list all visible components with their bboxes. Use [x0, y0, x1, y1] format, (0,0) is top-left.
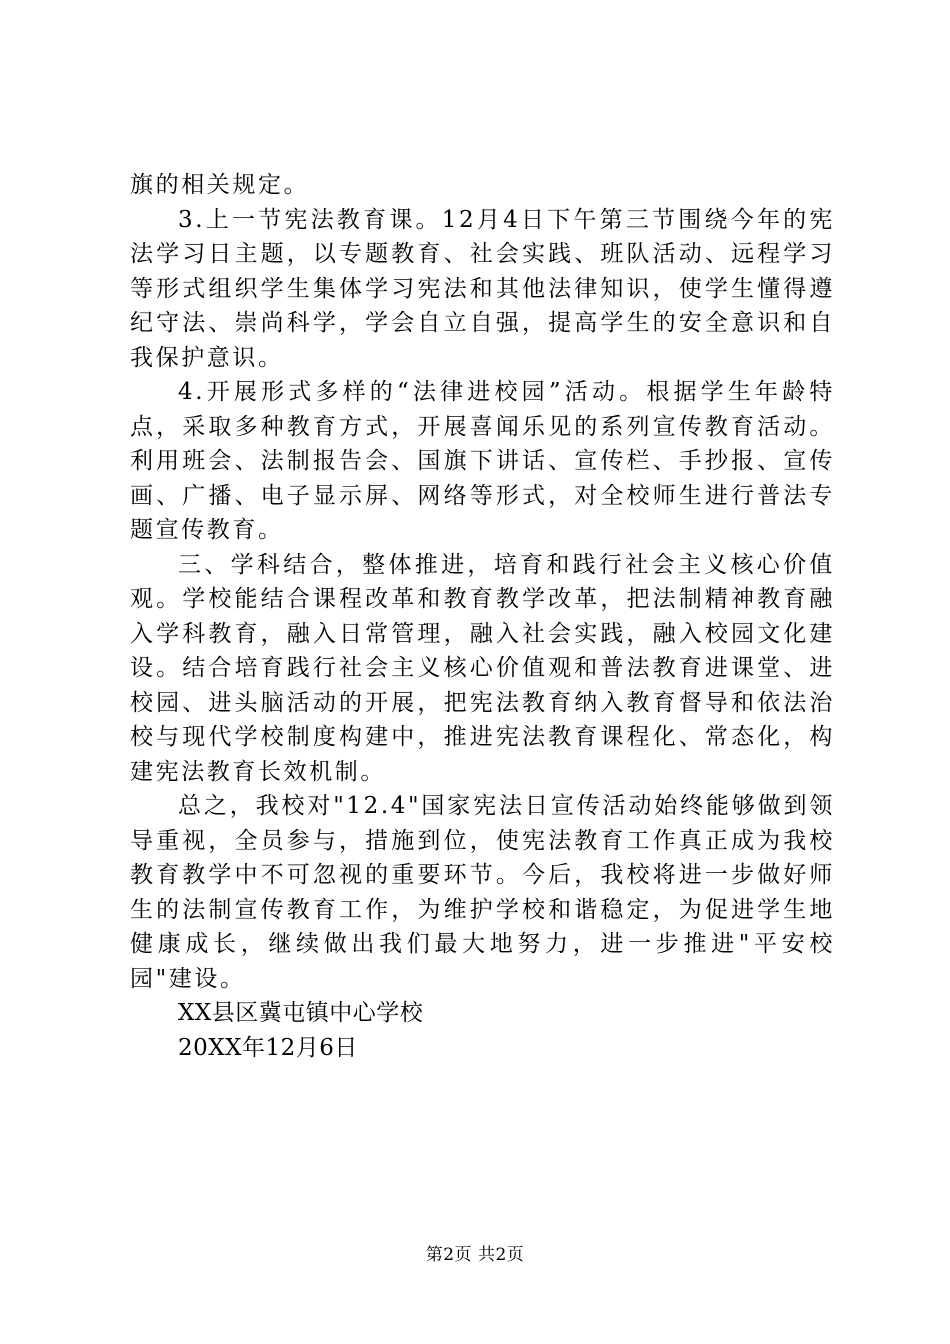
- signature-date: 20XX年12月6日: [178, 1034, 358, 1061]
- paragraph-summary: 总之，我校对"12.4"国家宪法日宣传活动始终能够做到领导重视，全员参与，措施到位，使宪法教育工作真正成为我校教育教学中不可忽视的重要环节。今后，我校将进一步做好师生的法制宣传教育工作，为维护学校和谐稳定，为促进学生地健康成长，继续做出我们最大地努力，进一步推进"平安校园"建设。: [130, 793, 835, 992]
- paragraph-section-3: 三、学科结合，整体推进，培育和践行社会主义核心价值观。学校能结合课程改革和教育教学改革，把法制精神教育融入学科教育，融入日常管理，融入社会实践，融入校园文化建设。结合培育践行社会主义核心价值观和普法教育进课堂、进校园、进头脑活动的开展，把宪法教育纳入教育督导和依法治校与现代学校制度构建中，推进宪法教育课程化、常态化，构建宪法教育长效机制。: [130, 551, 835, 785]
- document-body: [130, 168, 835, 1065]
- paragraph-item-4: 4.开展形式多样的“法律进校园”活动。根据学生年龄特点，采取多种教育方式，开展喜闻乐见的系列宣传教育活动。利用班会、法制报告会、国旗下讲话、宣传栏、手抄报、宣传画、广播、电子显示屏、网络等形式，对全校师生进行普法专题宣传教育。: [130, 379, 835, 543]
- signature-organization: XX县区冀屯镇中心学校: [178, 1000, 424, 1026]
- page-number-footer: 第2页 共2页: [425, 1245, 525, 1265]
- paragraph-continuation: 旗的相关规定。: [130, 172, 310, 198]
- paragraph-item-3: 3.上一节宪法教育课。12月4日下午第三节围绕今年的宪法学习日主题，以专题教育、社会实践、班队活动、远程学习等形式组织学生集体学习宪法和其他法律知识，使学生懂得遵纪守法、崇尚科学，学会自立自强，提高学生的安全意识和自我保护意识。: [130, 206, 835, 371]
